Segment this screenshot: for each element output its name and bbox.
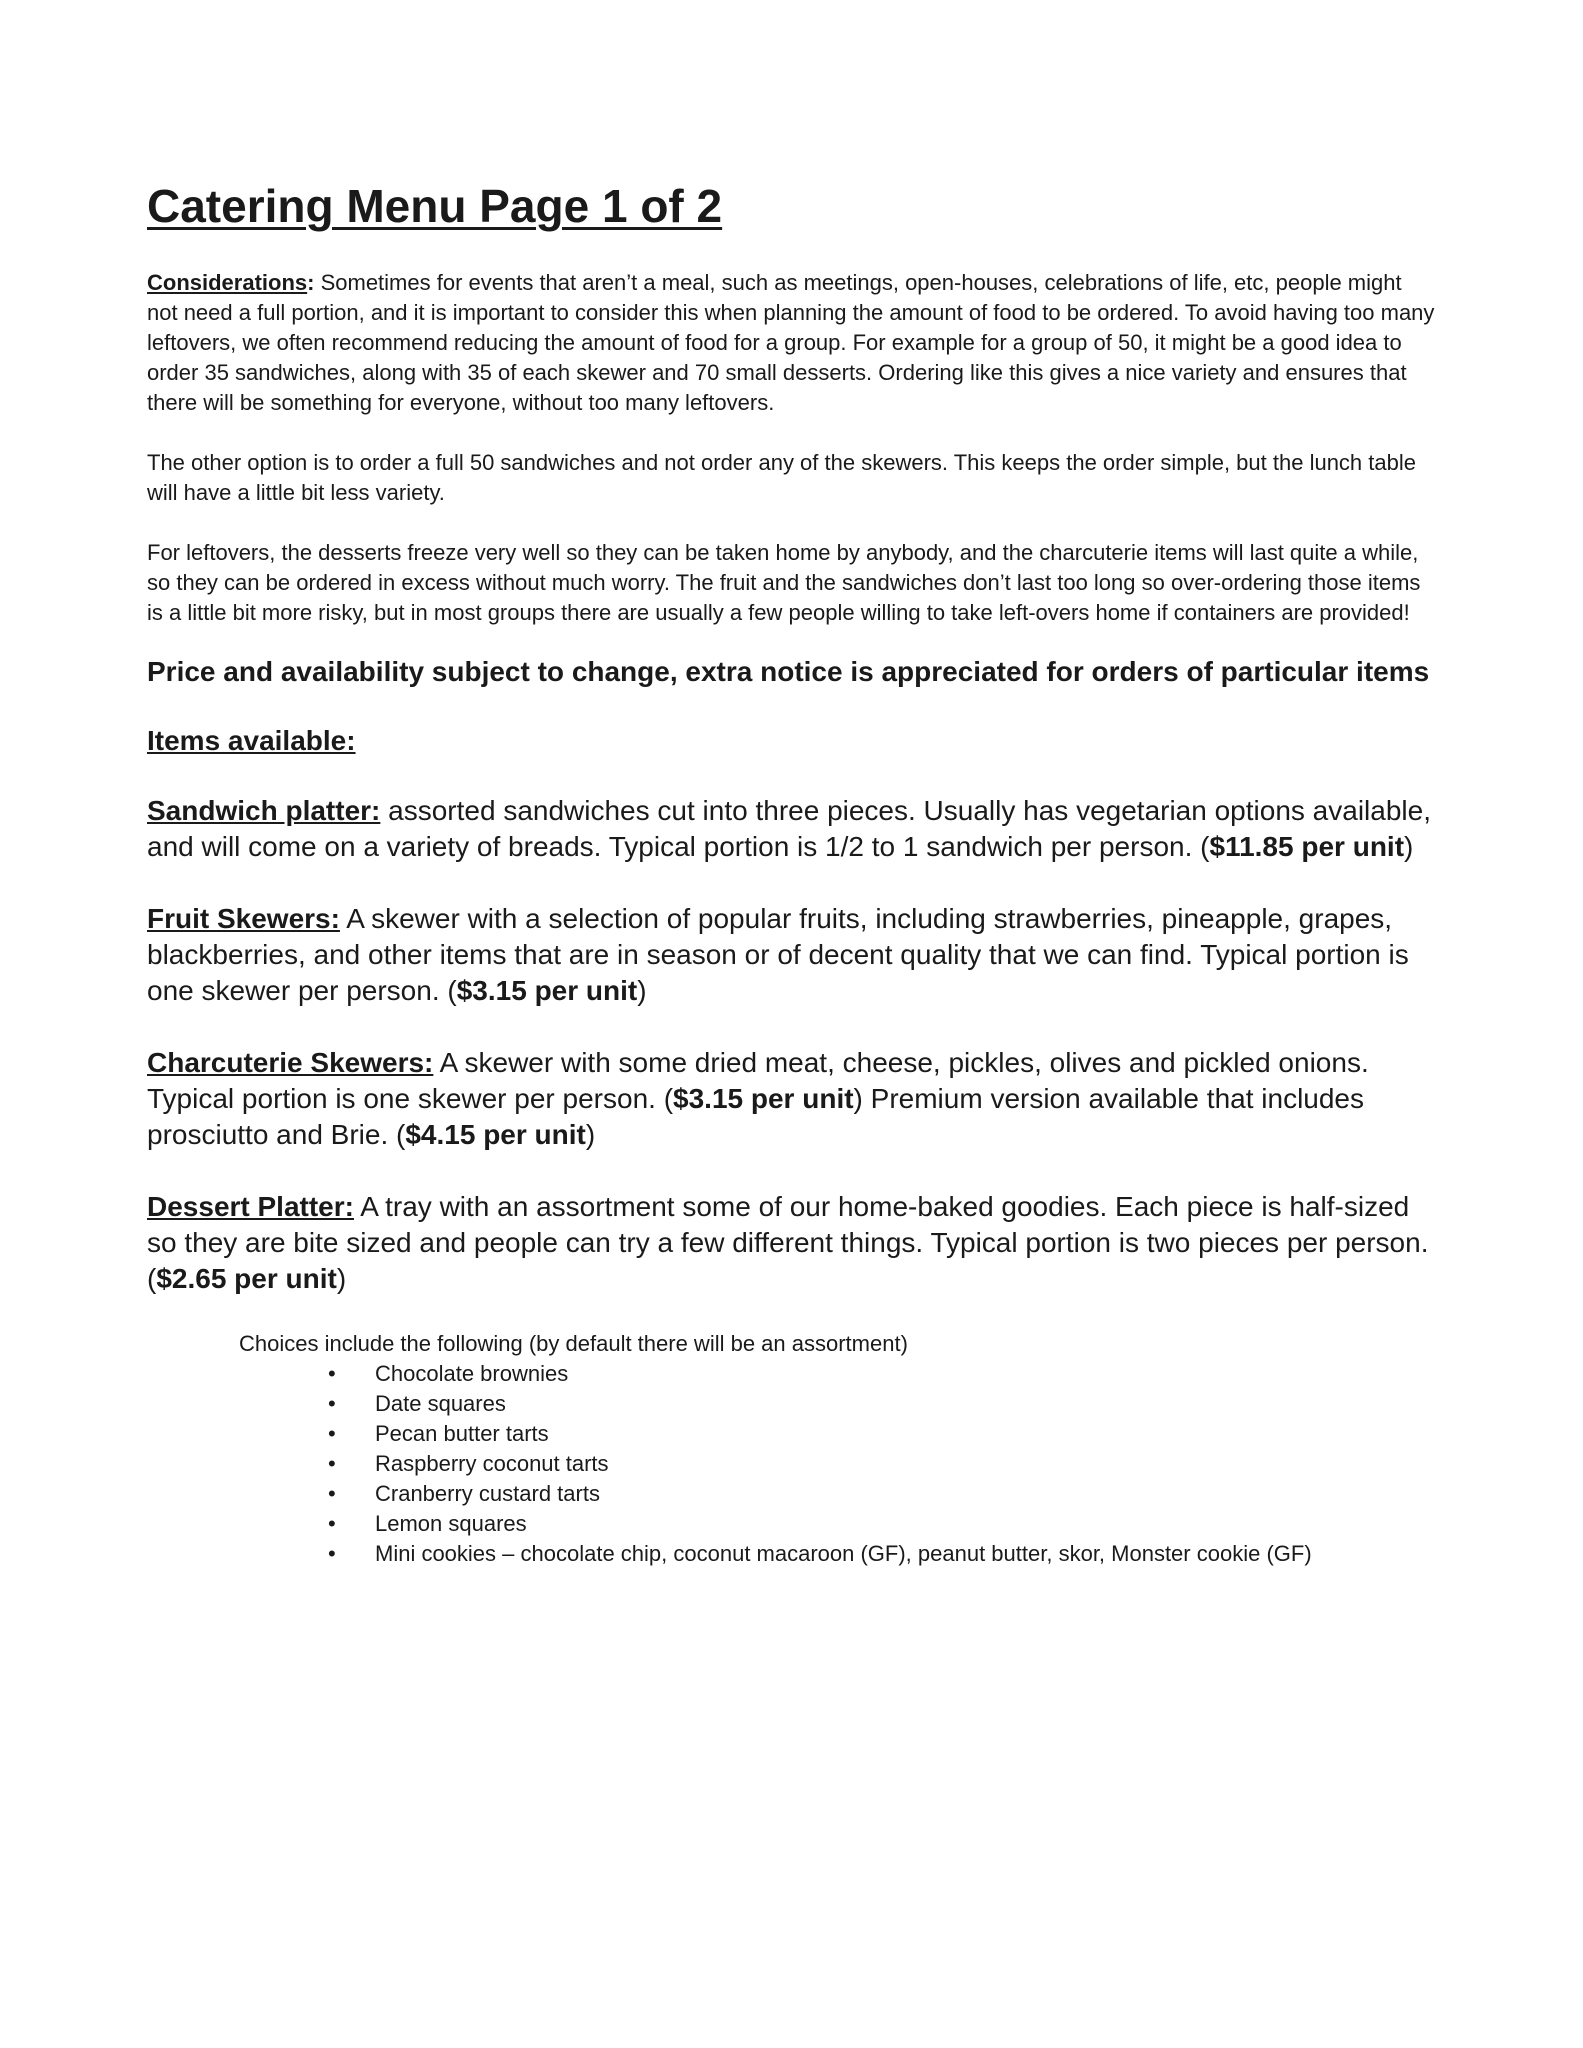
choice-list-item [328, 1509, 1437, 1539]
choice-label: Chocolate brownies [375, 1361, 569, 1386]
considerations-colon: : [307, 270, 315, 295]
bullet-icon: • [328, 1421, 336, 1446]
dessert-choices [239, 1329, 1437, 1569]
choice-list-item [328, 1449, 1437, 1479]
item-description: A tray with an assortment some of our home-baked goodies. Each piece is half-sized so they are bite sized and people can try a few different things. Typical portion is two pieces per person. ( [147, 1191, 1429, 1294]
considerations-label: Considerations [147, 270, 308, 295]
considerations-text: Sometimes for events that aren’t a meal, such as meetings, open-houses, celebrations of life, etc, people might not need a full portion, and it is important to consider this when planning the amount of food to be ordered. To avoid having too many leftovers, we often recommend reducing the amount of food for a group. For example for a group of 50, it might be a good idea to order 35 sandwiches, along with 35 of each skewer and 70 small desserts. Ordering like this gives a nice variety and ensures that there will be something for everyone, without too many leftovers. [147, 270, 1435, 415]
document-page [147, 178, 1437, 1569]
bullet-icon: • [328, 1361, 336, 1386]
choice-label: Pecan butter tarts [375, 1421, 549, 1446]
item-closing: ) [637, 975, 647, 1006]
item-price: $11.85 per unit [1209, 831, 1405, 862]
choice-list [147, 1359, 1437, 1569]
bullet-icon: • [328, 1511, 336, 1536]
price-notice: Price and availability subject to change, extra notice is appreciated for orders of particular items [147, 656, 1430, 687]
items-heading: Items available: [147, 725, 356, 756]
item-premium-text: ) Premium version available that includes prosciutto and Brie. ( [147, 1083, 1364, 1150]
considerations-paragraph [147, 268, 1437, 418]
choice-list-item [328, 1389, 1437, 1419]
item-closing: ) [585, 1119, 596, 1150]
bullet-icon: • [328, 1541, 336, 1566]
item-sandwich-platter [147, 793, 1437, 865]
choice-label: Mini cookies – chocolate chip, coconut macaroon (GF), peanut butter, skor, Monster cookie (GF) [375, 1541, 1312, 1566]
choice-label: Raspberry coconut tarts [375, 1451, 609, 1476]
item-name: Dessert Platter: [147, 1191, 354, 1222]
choice-list-item [328, 1539, 1437, 1569]
item-name: Fruit Skewers: [147, 903, 340, 934]
page-title: Catering Menu Page 1 of 2 [147, 180, 723, 232]
item-price: $3.15 per unit [673, 1083, 854, 1114]
option-paragraph: The other option is to order a full 50 sandwiches and not order any of the skewers. This keeps the order simple, but the lunch table will have a little bit less variety. [147, 450, 1416, 505]
choice-list-item [328, 1419, 1437, 1449]
item-description: assorted sandwiches cut into three pieces. Usually has vegetarian options available, and will come on a variety of breads. Typical portion is 1/2 to 1 sandwich per person. ( [147, 795, 1431, 862]
bullet-icon: • [328, 1451, 336, 1476]
item-price: $2.65 per unit [156, 1263, 337, 1294]
item-closing: ) [336, 1263, 347, 1294]
item-dessert-platter [147, 1189, 1437, 1297]
item-description: A skewer with a selection of popular fruits, including strawberries, pineapple, grapes, blackberries, and other items that are in season or of decent quality that we can find. Typical portion is one skewer per person. ( [147, 903, 1409, 1006]
item-closing: ) [1404, 831, 1414, 862]
item-name: Sandwich platter: [147, 795, 381, 826]
bullet-icon: • [328, 1391, 336, 1416]
item-fruit-skewers [147, 901, 1437, 1009]
item-charcuterie-skewers [147, 1045, 1437, 1153]
item-name: Charcuterie Skewers: [147, 1047, 434, 1078]
item-price: $3.15 per unit [456, 975, 638, 1006]
choices-intro: Choices include the following (by default there will be an assortment) [239, 1331, 908, 1356]
item-description: A skewer with some dried meat, cheese, pickles, olives and pickled onions. Typical portion is one skewer per person. ( [147, 1047, 1369, 1114]
choice-label: Cranberry custard tarts [375, 1481, 600, 1506]
item-premium-price: $4.15 per unit [405, 1119, 586, 1150]
choice-label: Lemon squares [375, 1511, 527, 1536]
choice-label: Date squares [375, 1391, 506, 1416]
leftovers-paragraph: For leftovers, the desserts freeze very well so they can be taken home by anybody, and the charcuterie items will last quite a while, so they can be ordered in excess without much worry. The fruit and the sandwiches don’t last too long so over-ordering those items is a little bit more risky, but in most groups there are usually a few people willing to take left-overs home if containers are provided! [147, 540, 1421, 625]
choice-list-item [328, 1359, 1437, 1389]
choice-list-item [328, 1479, 1437, 1509]
bullet-icon: • [328, 1481, 336, 1506]
